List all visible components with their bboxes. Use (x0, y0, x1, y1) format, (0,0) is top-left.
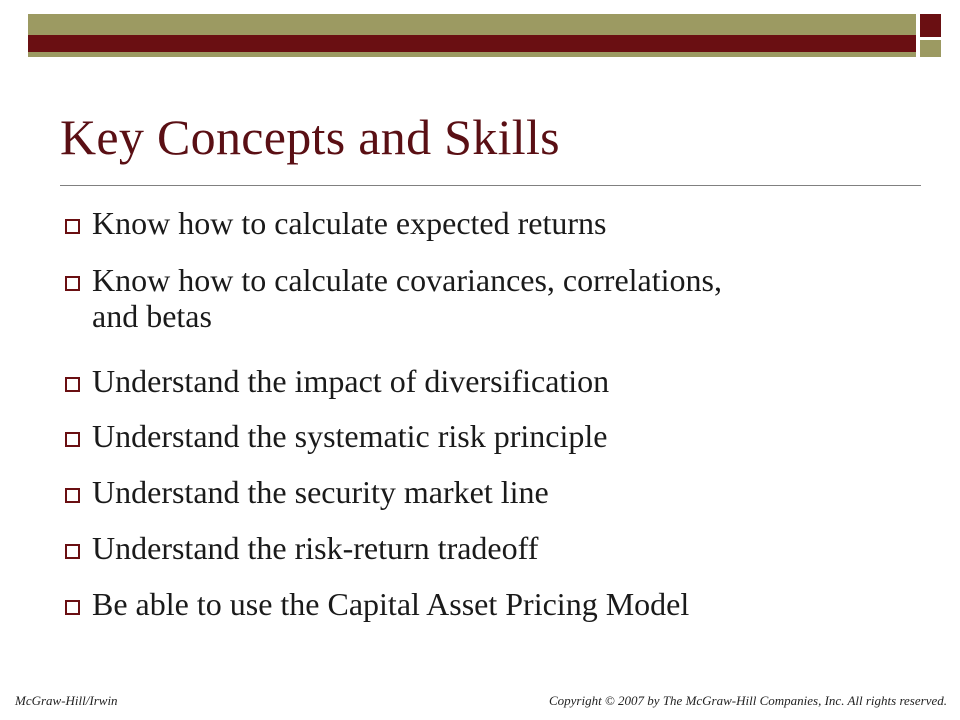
hollow-square-icon (65, 377, 80, 392)
bullet-text: Be able to use the Capital Asset Pricing Model (92, 586, 690, 622)
bullet-text: Understand the impact of diversification (92, 363, 610, 399)
header-square-olive (920, 40, 941, 57)
bullet-item (60, 262, 732, 334)
slide-title: Key Concepts and Skills (60, 109, 560, 165)
bullet-item (60, 586, 689, 622)
bullet-item (60, 474, 549, 510)
header-band-olive-bottom (28, 52, 916, 57)
header-square-maroon (920, 14, 941, 37)
bullet-text: Understand the security market line (92, 474, 549, 510)
hollow-square-icon (65, 600, 80, 615)
title-divider (60, 185, 921, 186)
hollow-square-icon (65, 219, 80, 234)
bullet-text: Understand the systematic risk principle (92, 418, 608, 454)
bullet-text: Understand the risk-return tradeoff (92, 530, 539, 566)
header-band-olive-top (28, 14, 916, 35)
footer-publisher: McGraw-Hill/Irwin (15, 693, 118, 708)
bullet-text: Know how to calculate expected returns (92, 205, 607, 241)
hollow-square-icon (65, 276, 80, 291)
footer-copyright: Copyright © 2007 by The McGraw-Hill Companies, Inc. All rights reserved. (548, 693, 947, 708)
bullet-item (60, 530, 538, 566)
hollow-square-icon (65, 488, 80, 503)
bullet-item (60, 418, 607, 454)
hollow-square-icon (65, 432, 80, 447)
header-band-maroon (28, 35, 916, 52)
bullet-item (60, 363, 609, 399)
hollow-square-icon (65, 544, 80, 559)
bullet-text: Know how to calculate covariances, correlations, and betas (92, 262, 722, 334)
bullet-item (60, 205, 606, 241)
